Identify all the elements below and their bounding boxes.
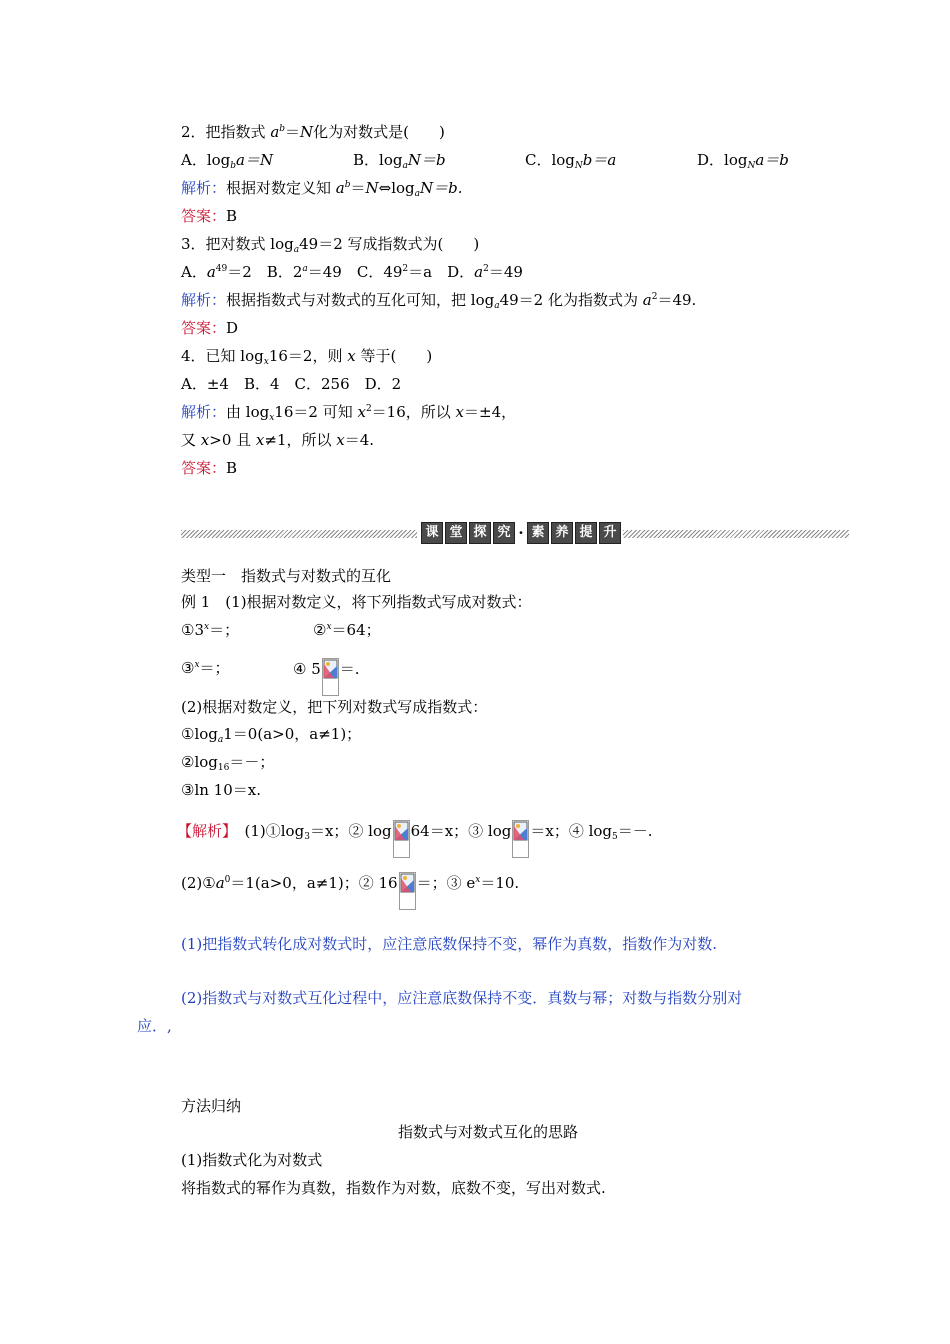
method-title: 指数式与对数式互化的思路 xyxy=(398,1123,579,1141)
example1-part2: (2)根据对数定义，把下列对数式写成指数式： xyxy=(181,698,488,716)
example1-p2-item2: $②\log_{16}=-$； xyxy=(181,753,275,773)
q2-option-d: D．$\log_Na=b$ xyxy=(697,151,789,171)
method-subheading-1: (1)指数式化为对数式 xyxy=(181,1151,323,1169)
banner-char: 堂 xyxy=(445,522,467,544)
q2-option-a: A．$\log_ba=N$ xyxy=(181,151,274,171)
answer-label: 答案： xyxy=(181,207,227,225)
example1-item3: ③$^x$＝； xyxy=(181,659,230,677)
q4-answer: 答案：B xyxy=(181,459,238,477)
answer-label: 答案： xyxy=(181,319,227,337)
example1-item1: $①3^x=$； xyxy=(181,621,240,639)
q2-stem: 2．把指数式 $a^b=N$化为对数式是( ) xyxy=(181,123,445,141)
banner-char: 究 xyxy=(493,522,515,544)
banner-char: 素 xyxy=(527,522,549,544)
banner-char: 探 xyxy=(469,522,491,544)
analysis-label: 解析： xyxy=(181,403,227,421)
q4-analysis-continued: 又 x>0 且 x≠1，所以 x＝4. xyxy=(181,431,375,449)
missing-image-icon xyxy=(322,658,339,696)
banner-char: 升 xyxy=(599,522,621,544)
example1-p2-item3: ③ln 10＝x. xyxy=(181,781,261,799)
q3-stem: 3．把对数式 $\log_a49=2$ 写成指数式为( ) xyxy=(181,235,480,255)
note-2: (2)指数式与对数式互化过程中，应注意底数保持不变．真数与幂；对数与指数分别对 xyxy=(181,989,743,1007)
banner-char: 课 xyxy=(421,522,443,544)
missing-image-icon xyxy=(393,820,410,858)
q2-option-c: C．$\log_Nb=a$ xyxy=(525,151,617,171)
banner-char: 养 xyxy=(551,522,573,544)
section-banner xyxy=(181,522,849,546)
solution-label: 【解析】 xyxy=(177,822,230,840)
q4-stem: 4．已知 $\log_x16=2$，则 x 等于( ) xyxy=(181,347,433,367)
example1-item2: ②$^x$＝64； xyxy=(313,621,381,639)
method-description-1: 将指数式的幂作为真数，指数作为对数，底数不变，写出对数式. xyxy=(181,1179,606,1197)
q3-analysis: 解析：根据指数式与对数式的互化可知，把 $\log_a49=2$ 化为指数式为 $a^2=49$. xyxy=(181,291,697,311)
answer-label: 答案： xyxy=(181,459,227,477)
note-1: (1)把指数式转化成对数式时，应注意底数保持不变，幂作为真数，指数作为对数. xyxy=(181,935,718,953)
banner-hatch-left xyxy=(181,530,417,538)
example1-p2-item1: $①\log_a1=0(a>0$，a≠1)； xyxy=(181,725,362,745)
example1-part1: 例 1 (1)根据对数定义，将下列指数式写成对数式： xyxy=(181,593,532,611)
banner-dot: · xyxy=(518,524,524,542)
q3-options: A．$a^{49}=2$ B．$2^a=49$ C．$49^2=a$ D．$a^2=49$ xyxy=(181,263,523,281)
analysis-label: 解析： xyxy=(181,291,227,309)
type1-title: 类型一 指数式与对数式的互化 xyxy=(181,567,392,585)
banner-char: 提 xyxy=(575,522,597,544)
q4-analysis: 解析：由 $\log_x16=2$ 可知 $x^2=16$，所以 x＝±4， xyxy=(181,403,517,423)
banner-title xyxy=(421,522,621,544)
q2-answer: 答案：B xyxy=(181,207,238,225)
q2-analysis: 解析：根据对数定义知 $a^b=N\Leftrightarrow\log_aN=b$. xyxy=(181,179,463,199)
example1-item4: ④ 5 ＝. xyxy=(293,658,360,696)
method-heading: 方法归纳 xyxy=(181,1097,242,1115)
missing-image-icon xyxy=(399,872,416,910)
q3-answer: 答案：D xyxy=(181,319,239,337)
missing-image-icon xyxy=(512,820,529,858)
q2-option-b: B．$\log_aN=b$ xyxy=(353,151,446,171)
solution-line2: $(2)①a^0=1(a>0$，a≠1)；② 16 ＝；③ $e^x=10$. xyxy=(181,872,519,910)
note-2-continued: 应．, xyxy=(137,1017,172,1035)
banner-hatch-right xyxy=(623,530,849,538)
q4-options: A．±4 B．4 C．256 D．2 xyxy=(181,375,402,393)
solution-line1: 【解析】 $(1)①\log_3=x$；② log 64＝x；③ log ＝x；④ $\log_5=-$. xyxy=(177,820,653,858)
analysis-label: 解析： xyxy=(181,179,227,197)
